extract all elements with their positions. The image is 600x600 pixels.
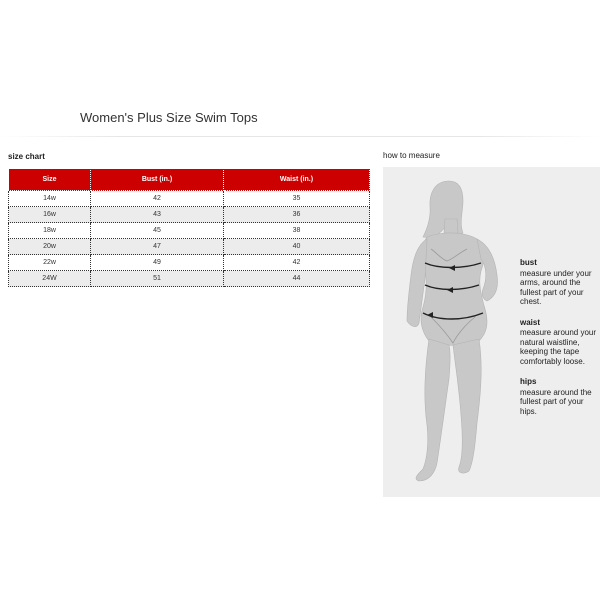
table-row bbox=[9, 255, 370, 271]
note-title-waist: waist bbox=[520, 317, 541, 327]
size-chart-label: size chart bbox=[8, 152, 45, 161]
page-title: Women's Plus Size Swim Tops bbox=[80, 110, 258, 125]
body-figure-icon bbox=[383, 167, 523, 497]
note-title-hips: hips bbox=[520, 377, 537, 386]
table-row bbox=[9, 271, 370, 287]
table-header-row bbox=[9, 169, 370, 191]
cell-waist: 40 bbox=[224, 239, 370, 255]
table-row bbox=[9, 207, 370, 223]
cell-size: 18w bbox=[9, 223, 91, 239]
cell-waist: 42 bbox=[224, 255, 370, 271]
cell-bust: 51 bbox=[91, 271, 224, 287]
how-to-measure-label: how to measure bbox=[383, 151, 440, 160]
cell-size: 20w bbox=[9, 239, 91, 255]
size-chart-table bbox=[8, 168, 370, 287]
table-row bbox=[9, 223, 370, 239]
cell-size: 22w bbox=[9, 255, 91, 271]
title-divider bbox=[0, 136, 600, 137]
cell-size: 14w bbox=[9, 191, 91, 207]
note-text-bust: measure under your arms, around the fullest part of your chest. bbox=[520, 268, 592, 306]
cell-bust: 45 bbox=[91, 223, 224, 239]
cell-waist: 36 bbox=[224, 207, 370, 223]
cell-waist: 44 bbox=[224, 271, 370, 287]
note-text-hips: measure around the fullest part of your hips. bbox=[520, 387, 592, 416]
note-text-waist: measure around your natural waistline, keeping the tape comfortably loose. bbox=[520, 328, 597, 366]
cell-bust: 47 bbox=[91, 239, 224, 255]
cell-bust: 43 bbox=[91, 207, 224, 223]
cell-waist: 38 bbox=[224, 223, 370, 239]
header-size: Size bbox=[9, 169, 91, 191]
measure-notes bbox=[520, 258, 600, 427]
table-row bbox=[9, 239, 370, 255]
cell-waist: 35 bbox=[224, 191, 370, 207]
cell-bust: 49 bbox=[91, 255, 224, 271]
cell-size: 16w bbox=[9, 207, 91, 223]
table-row bbox=[9, 191, 370, 207]
header-bust: Bust (in.) bbox=[91, 169, 224, 191]
cell-size: 24W bbox=[9, 271, 91, 287]
cell-bust: 42 bbox=[91, 191, 224, 207]
note-title-bust: bust bbox=[520, 258, 537, 267]
header-waist: Waist (in.) bbox=[224, 169, 370, 191]
